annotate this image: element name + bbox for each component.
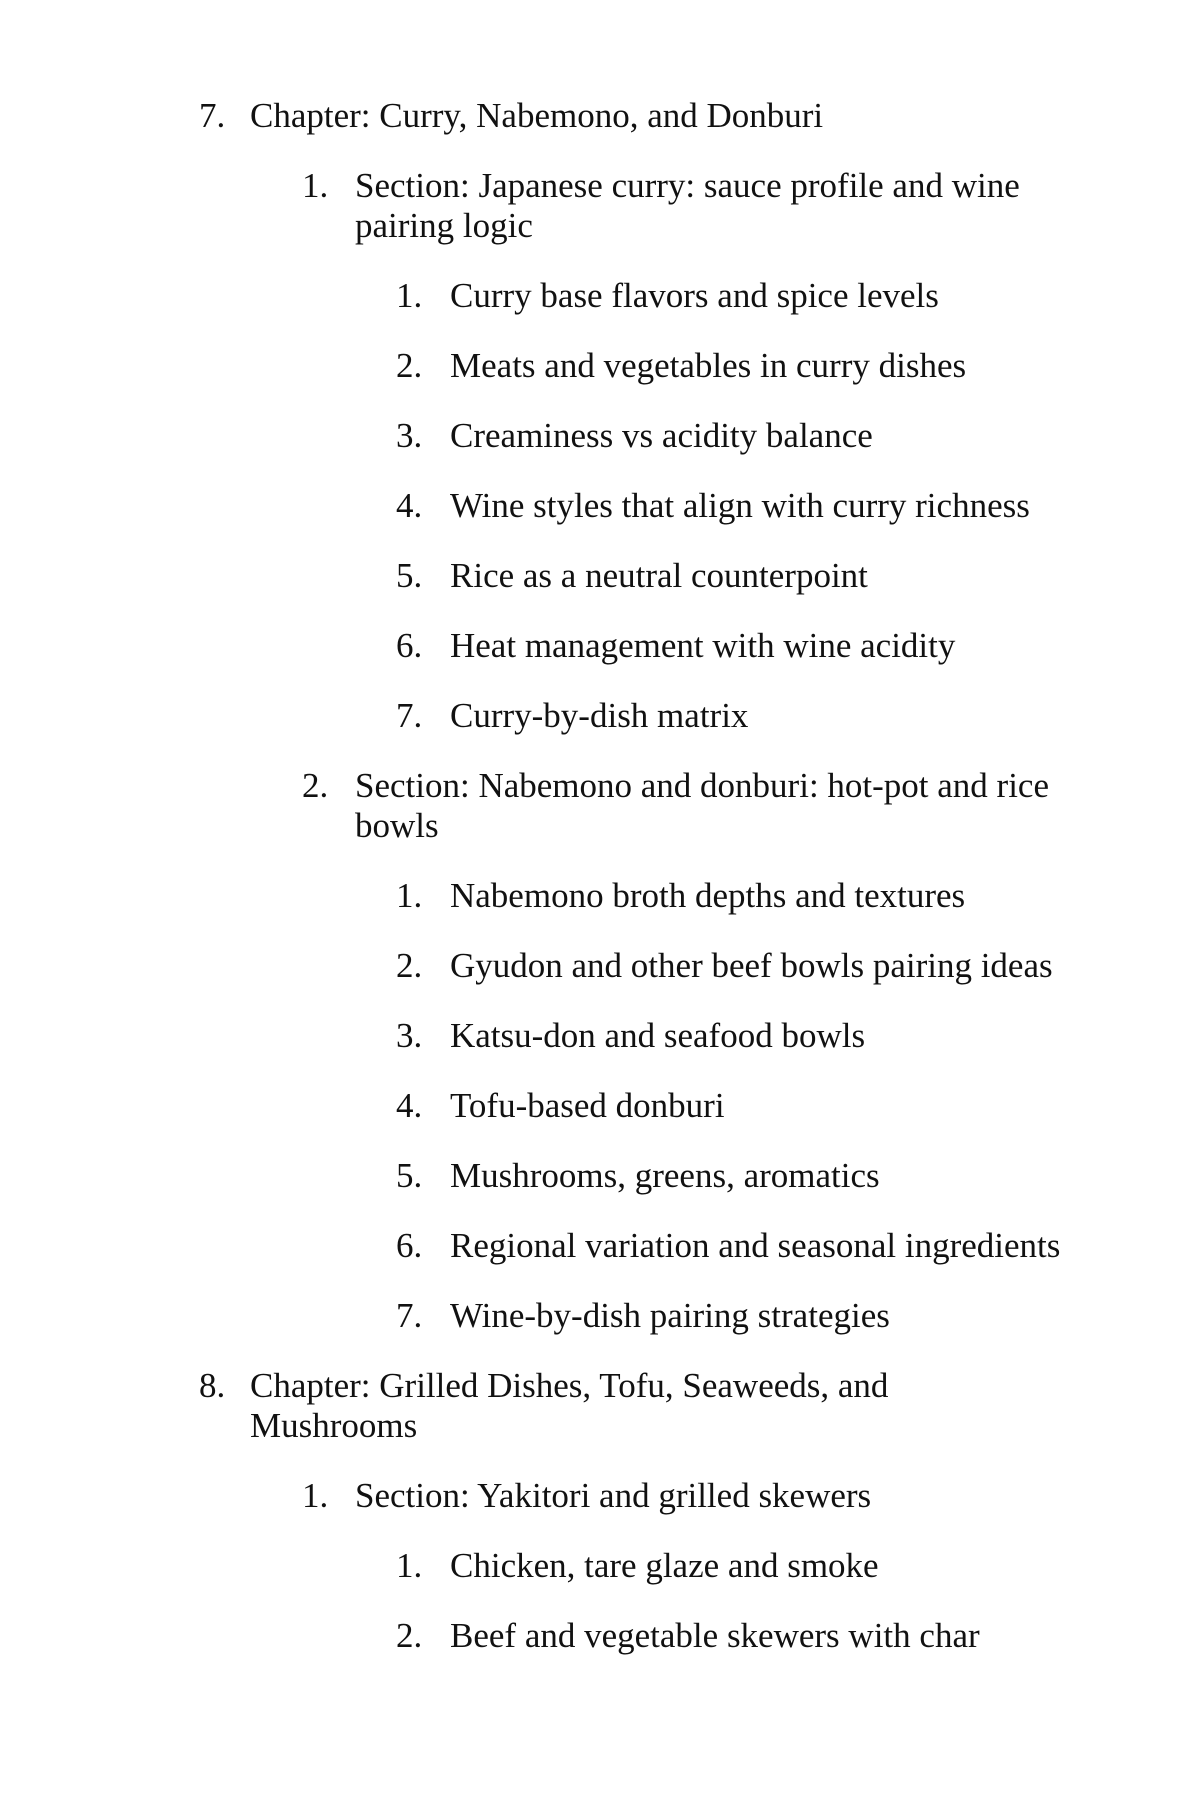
- list-number: 4.: [396, 1086, 423, 1125]
- chapter-title: Chapter: Grilled Dishes, Tofu, Seaweeds, and Mushrooms: [250, 1366, 889, 1445]
- topic-title: Gyudon and other beef bowls pairing ideas: [450, 946, 1053, 985]
- list-number: 5.: [396, 556, 423, 595]
- list-number: 2.: [396, 946, 423, 985]
- chapter-title: Chapter: Curry, Nabemono, and Donburi: [250, 96, 824, 135]
- topic-list-item: [0, 1616, 1200, 1656]
- list-number: 8.: [199, 1366, 226, 1405]
- topic-list-item: [0, 626, 1200, 666]
- topic-list-item: [0, 1226, 1200, 1266]
- topic-title: Meats and vegetables in curry dishes: [450, 346, 967, 385]
- list-number: 1.: [302, 1476, 329, 1515]
- list-number: 1.: [396, 876, 423, 915]
- list-number: 2.: [396, 1616, 423, 1655]
- list-number: 1.: [396, 1546, 423, 1585]
- topic-title: Nabemono broth depths and textures: [450, 876, 966, 915]
- topic-title: Curry base flavors and spice levels: [450, 276, 939, 315]
- list-number: 5.: [396, 1156, 423, 1195]
- list-number: 7.: [199, 96, 226, 135]
- list-number: 6.: [396, 1226, 423, 1265]
- topic-list-item: [0, 1296, 1200, 1336]
- chapter-list-item: [0, 96, 1200, 136]
- section-list-item: [0, 766, 1200, 846]
- section-list-item: [0, 1476, 1200, 1516]
- list-number: 2.: [302, 766, 329, 805]
- list-number: 6.: [396, 626, 423, 665]
- topic-list-item: [0, 876, 1200, 916]
- list-number: 1.: [302, 166, 329, 205]
- topic-title: Heat management with wine acidity: [450, 626, 956, 665]
- topic-title: Chicken, tare glaze and smoke: [450, 1546, 879, 1585]
- topic-list-item: [0, 696, 1200, 736]
- topic-title: Curry-by-dish matrix: [450, 696, 749, 735]
- topic-list-item: [0, 276, 1200, 316]
- topic-list-item: [0, 1546, 1200, 1586]
- topic-list-item: [0, 1086, 1200, 1126]
- list-number: 2.: [396, 346, 423, 385]
- section-title: Section: Japanese curry: sauce profile and wine pairing logic: [355, 166, 1020, 245]
- list-number: 4.: [396, 486, 423, 525]
- chapter-list-item: [0, 1366, 1200, 1446]
- list-number: 3.: [396, 1016, 423, 1055]
- section-title: Section: Nabemono and donburi: hot-pot and rice bowls: [355, 766, 1050, 845]
- list-number: 7.: [396, 1296, 423, 1335]
- topic-list-item: [0, 1156, 1200, 1196]
- topic-list-item: [0, 346, 1200, 386]
- list-number: 1.: [396, 276, 423, 315]
- topic-title: Regional variation and seasonal ingredients: [450, 1226, 1061, 1265]
- topic-title: Beef and vegetable skewers with char: [450, 1616, 980, 1655]
- list-number: 3.: [396, 416, 423, 455]
- list-number: 7.: [396, 696, 423, 735]
- section-title: Section: Yakitori and grilled skewers: [355, 1476, 872, 1515]
- topic-title: Creaminess vs acidity balance: [450, 416, 873, 455]
- topic-title: Rice as a neutral counterpoint: [450, 556, 868, 595]
- topic-title: Mushrooms, greens, aromatics: [450, 1156, 880, 1195]
- topic-list-item: [0, 486, 1200, 526]
- topic-title: Wine-by-dish pairing strategies: [450, 1296, 890, 1335]
- topic-title: Wine styles that align with curry richness: [450, 486, 1030, 525]
- topic-title: Katsu-don and seafood bowls: [450, 1016, 866, 1055]
- section-list-item: [0, 166, 1200, 246]
- topic-list-item: [0, 946, 1200, 986]
- topic-list-item: [0, 1016, 1200, 1056]
- topic-title: Tofu-based donburi: [450, 1086, 725, 1125]
- topic-list-item: [0, 416, 1200, 456]
- topic-list-item: [0, 556, 1200, 596]
